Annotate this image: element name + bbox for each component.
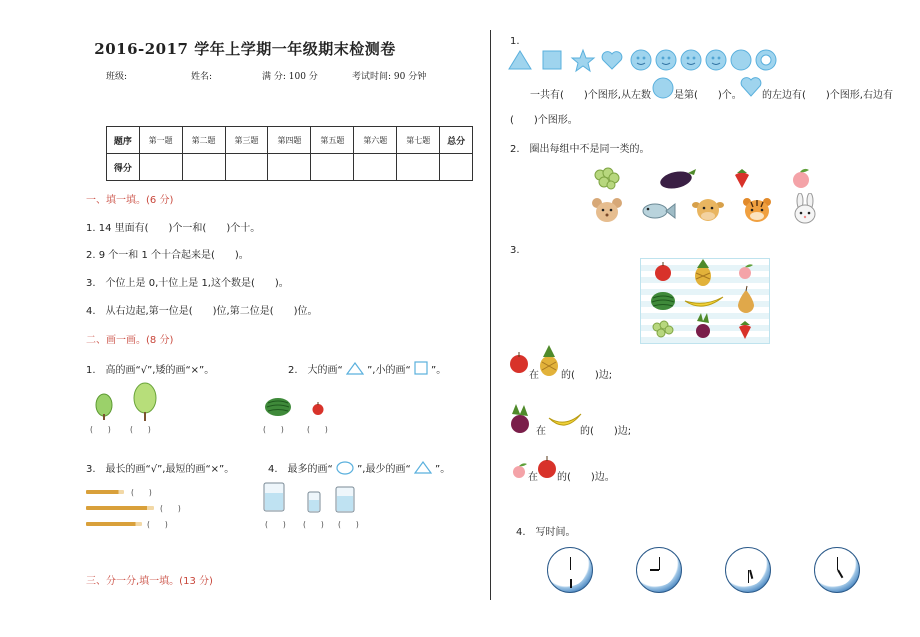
table-cell: 第二题: [182, 127, 225, 154]
question-2-2: [288, 361, 446, 376]
section-3-title: 三、分一分,填一填。(13 分): [86, 576, 213, 587]
clock-minute-hand: [659, 557, 661, 570]
banana-icon: [547, 410, 583, 432]
question-r1-text-b: 是第( )个。: [674, 90, 742, 101]
question-2-2-text-b: ”,小的画“: [367, 365, 411, 376]
circle-icon: [652, 77, 674, 99]
pear-icon: [738, 286, 754, 313]
score-table-score-row: [107, 154, 473, 181]
question-2-4: [268, 460, 450, 475]
heart-icon: [602, 52, 622, 69]
pineapple-icon: [537, 345, 561, 377]
watermelon-icon: [264, 397, 292, 417]
triangle-icon: [346, 362, 364, 375]
apple-icon: [536, 456, 558, 480]
question-r3-number: 3.: [510, 245, 520, 256]
peach-icon: [790, 167, 812, 189]
triangle-icon: [509, 51, 531, 69]
score-table: [106, 126, 473, 181]
answer-blank[interactable]: ( ): [147, 520, 168, 529]
pineapple-icon: [695, 259, 711, 286]
fruit-grid: [640, 258, 770, 344]
cup-icon: [262, 481, 286, 513]
question-r3-line2-a: 在: [536, 426, 546, 437]
cup-icon: [307, 491, 321, 513]
heart-icon: [740, 76, 762, 98]
beet-icon: [508, 404, 534, 434]
fish-icon: [640, 200, 676, 222]
cup-icon: [335, 486, 355, 513]
score-table-header-row: [107, 127, 473, 154]
watermelon-icon: [651, 292, 675, 310]
grapes-icon: [590, 163, 622, 191]
section-1-title: 一、填一填。(6 分): [86, 195, 174, 206]
question-r3-line2-b: 的( )边;: [580, 426, 632, 437]
table-cell: 题序: [107, 127, 140, 154]
clock-minute-hand: [748, 570, 750, 583]
question-r3-line1-a: 在: [529, 370, 539, 381]
meta-name: 姓名:: [191, 72, 213, 82]
circle-icon: [731, 50, 751, 70]
table-cell: 第五题: [311, 127, 354, 154]
table-cell: 第七题: [397, 127, 440, 154]
beet-icon: [696, 313, 710, 338]
question-r1-text-d: ( )个图形。: [510, 115, 578, 126]
page-title: 2016-2017 学年上学期一年级期末检测卷: [94, 40, 396, 58]
question-r1-text-c: 的左边有( )个图形,右边有: [762, 90, 893, 101]
question-r1-text-a: 一共有( )个图形,从左数: [530, 90, 651, 101]
question-2-3: 3. 最长的画“√”,最短的画“×”。: [86, 464, 235, 475]
peach-icon: [739, 264, 753, 279]
strawberry-icon: [739, 321, 751, 339]
question-2-4-text-c: ”。: [435, 464, 451, 475]
question-2-4-text-a: 4. 最多的画“: [268, 464, 333, 475]
table-cell: 总分: [440, 127, 473, 154]
clock-minute-hand: [837, 557, 839, 570]
section-2-title: 二、画一画。(8 分): [86, 335, 174, 346]
question-2-2-text-c: ”。: [431, 365, 447, 376]
question-2-1: 1. 高的画“√”,矮的画“×”。: [86, 365, 215, 376]
question-r1-line1: [530, 86, 651, 101]
score-input-cell[interactable]: [354, 154, 397, 181]
answer-blank[interactable]: ( ): [263, 425, 284, 434]
shape-row: [508, 48, 778, 74]
fruit-grid-art: [641, 259, 769, 343]
pencil-icon: [86, 490, 124, 494]
peach-icon: [510, 462, 528, 480]
meta-class: 班级:: [106, 72, 128, 82]
circle-icon: [336, 461, 354, 475]
question-1-4: 4. 从右边起,第一位是( )位,第二位是( )位。: [86, 306, 318, 317]
cow-face-icon: [692, 196, 724, 224]
question-r3-line3-b: 的( )边。: [557, 472, 615, 483]
question-r4: 4. 写时间。: [516, 527, 576, 538]
table-cell: 第六题: [354, 127, 397, 154]
tree-icon: [132, 382, 158, 422]
apple-icon: [508, 352, 530, 374]
smiley-icon: [706, 50, 726, 70]
question-2-2-text-a: 2. 大的画“: [288, 365, 343, 376]
ring-icon: [756, 50, 776, 70]
question-r3-line1-b: 的( )边;: [561, 370, 613, 381]
tree-icon: [94, 393, 114, 421]
question-r1-number: 1.: [510, 36, 520, 47]
apple-icon: [311, 402, 325, 415]
clock-icon: [636, 547, 682, 593]
square-icon: [414, 361, 428, 375]
clock-icon: [725, 547, 771, 593]
score-input-cell[interactable]: [268, 154, 311, 181]
table-cell: 第四题: [268, 127, 311, 154]
tiger-face-icon: [741, 196, 773, 224]
square-icon: [543, 51, 561, 69]
score-input-cell[interactable]: [182, 154, 225, 181]
question-1-2: 2. 9 个一和 1 个十合起来是( )。: [86, 250, 249, 261]
answer-blank[interactable]: ( ): [130, 425, 151, 434]
clock-hour-hand: [570, 579, 572, 588]
pencil-icon: [86, 506, 154, 510]
score-input-cell[interactable]: [139, 154, 182, 181]
mouse-face-icon: [591, 196, 623, 224]
clock-icon: [547, 547, 593, 593]
question-r2: 2. 圈出每组中不是同一类的。: [510, 144, 650, 155]
score-input-cell[interactable]: [440, 154, 473, 181]
eggplant-icon: [658, 166, 698, 190]
score-input-cell[interactable]: [225, 154, 268, 181]
question-2-4-text-b: ”,最少的画“: [357, 464, 411, 475]
grapes-icon: [653, 321, 673, 337]
clock-minute-hand: [570, 557, 572, 570]
smiley-icon: [631, 50, 651, 70]
smiley-icon: [681, 50, 701, 70]
pencil-icon: [86, 522, 142, 526]
answer-blank[interactable]: ( ): [307, 425, 328, 434]
answer-blank[interactable]: ( ): [303, 520, 324, 529]
answer-blank[interactable]: ( ): [131, 488, 152, 497]
star-icon: [572, 50, 594, 71]
question-1-1: 1. 14 里面有( )个一和( )个十。: [86, 223, 261, 234]
question-1-3: 3. 个位上是 0,十位上是 1,这个数是( )。: [86, 278, 289, 289]
apple-icon: [655, 262, 671, 281]
rabbit-face-icon: [791, 193, 819, 225]
meta-time: 考试时间: 90 分钟: [352, 72, 427, 82]
score-input-cell[interactable]: [311, 154, 354, 181]
table-cell: 第一题: [139, 127, 182, 154]
answer-blank[interactable]: ( ): [265, 520, 286, 529]
score-input-cell[interactable]: [397, 154, 440, 181]
meta-full-score: 满 分: 100 分: [262, 72, 318, 82]
table-cell: 第三题: [225, 127, 268, 154]
question-r3-line3-a: 在: [528, 472, 538, 483]
answer-blank[interactable]: ( ): [338, 520, 359, 529]
clock-icon: [814, 547, 860, 593]
strawberry-icon: [733, 167, 751, 189]
banana-icon: [685, 297, 723, 306]
column-divider: [490, 30, 491, 600]
smiley-icon: [656, 50, 676, 70]
triangle-icon: [414, 461, 432, 474]
answer-blank[interactable]: ( ): [90, 425, 111, 434]
answer-blank[interactable]: ( ): [160, 504, 181, 513]
table-cell: 得分: [107, 154, 140, 181]
